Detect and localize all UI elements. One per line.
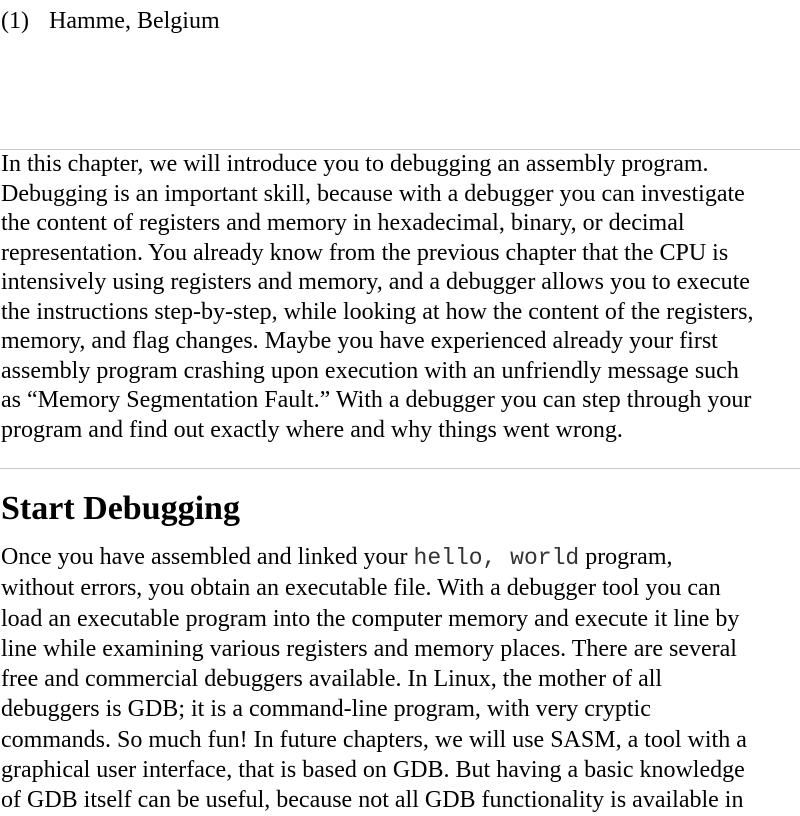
- section-line: line while examining various registers and memory places. There are several: [1, 635, 737, 662]
- text-segment: Once you have assembled and linked your: [1, 544, 414, 570]
- abstract-line: assembly program crashing upon execution with an unfriendly message such: [1, 357, 739, 384]
- affiliation-text: Hamme, Belgium: [48, 8, 220, 34]
- section-line: load an executable program into the computer memory and execute it line by: [1, 605, 740, 632]
- section-line: commands. So much fun! In future chapters, we will use SASM, a tool with a: [1, 726, 747, 753]
- section-first-line: [1, 542, 800, 573]
- abstract-line: intensively using registers and memory, and a debugger allows you to execute: [1, 269, 750, 295]
- abstract-line: Debugging is an important skill, because with a debugger you can investigate: [1, 180, 745, 207]
- abstract-line: representation. You already know from the previous chapter that the CPU is: [1, 239, 729, 266]
- section-heading: Start Debugging: [1, 490, 240, 527]
- divider-bottom: [0, 468, 800, 469]
- abstract-line: program and find out exactly where and why things went wrong.: [1, 416, 623, 443]
- text-segment: program,: [579, 544, 673, 570]
- abstract-line: In this chapter, we will introduce you to debugging an assembly program.: [1, 151, 709, 177]
- abstract-line: the content of registers and memory in hexadecimal, binary, or decimal: [1, 210, 685, 236]
- abstract-line: memory, and flag changes. Maybe you have experienced already your first: [1, 328, 718, 354]
- section-line: debuggers is GDB; it is a command-line program, with very cryptic: [1, 696, 651, 723]
- abstract-paragraph: [1, 150, 800, 445]
- section-line: of GDB itself can be useful, because not all GDB functionality is available in: [1, 787, 744, 814]
- section-line: free and commercial debuggers available. In Linux, the mother of all: [1, 666, 663, 693]
- section-paragraph: [1, 542, 800, 816]
- abstract-line: the instructions step-by-step, while looking at how the content of the registers,: [1, 298, 754, 325]
- section-line: graphical user interface, that is based on GDB. But having a basic knowledge: [1, 757, 745, 784]
- affiliation-number: (1): [1, 8, 29, 34]
- inline-code: hello, world: [413, 545, 580, 571]
- affiliation: [1, 6, 220, 36]
- section-line: without errors, you obtain an executable file. With a debugger tool you can: [1, 575, 721, 602]
- abstract-line: as “Memory Segmentation Fault.” With a debugger you can step through your: [1, 387, 752, 413]
